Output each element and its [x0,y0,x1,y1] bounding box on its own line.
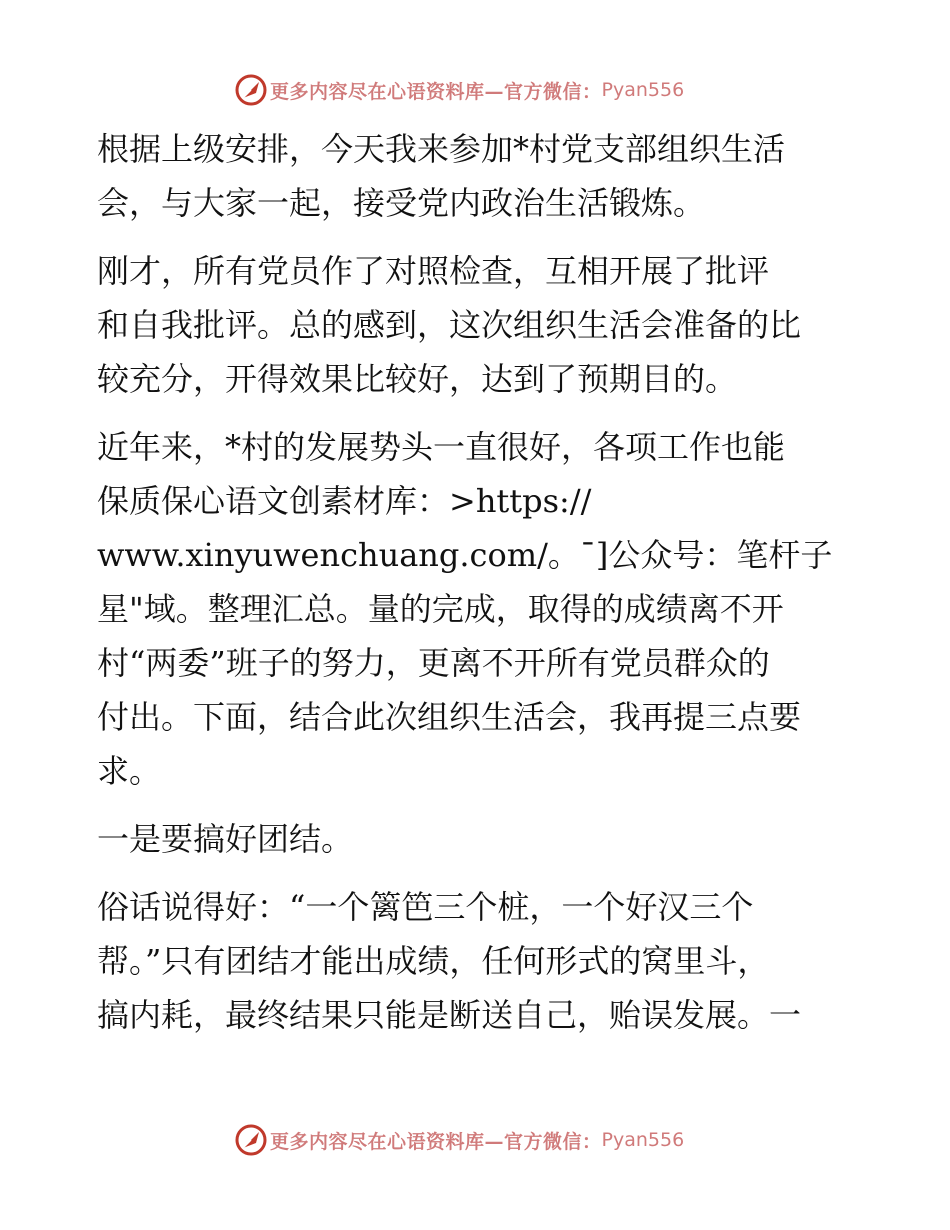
document-body [97,122,857,1042]
text-line: 刚才，所有党员作了对照检查，互相开展了批评 [97,252,770,290]
text-line: www.xinyuwenchuang.com/。¯]公众号：笔杆子 [97,536,833,574]
paragraph-4 [97,812,857,866]
quill-logo-icon [234,73,268,107]
text-line: 付出。下面，结合此次组织生活会，我再提三点要 [97,698,802,736]
header-banner-text: 更多内容尽在心语资料库—官方微信： [270,80,602,103]
paragraph-3 [97,420,857,798]
text-line: 一是要搞好团结。 [97,820,354,858]
footer-banner-contact: Pyan556 [601,1129,685,1151]
quill-logo-icon [234,1123,268,1157]
text-line: 较充分，开得效果比较好，达到了预期目的。 [97,360,738,398]
text-line: 会，与大家一起，接受党内政治生活锻炼。 [97,184,706,222]
text-line: 和自我批评。总的感到，这次组织生活会准备的比 [97,306,802,344]
text-line: 帮。”只有团结才能出成绩，任何形式的窝里斗， [97,942,770,980]
text-line: 求。 [97,752,162,790]
header-banner [234,73,684,107]
paragraph-5 [97,880,857,1042]
text-line: 搞内耗，最终结果只能是断送自己，贻误发展。一 [97,996,802,1034]
text-line: 保质保心语文创素材库：>https:// [97,482,592,520]
paragraph-1 [97,122,857,230]
footer-banner [234,1123,684,1157]
text-line: 村“两委”班子的努力，更离不开所有党员群众的 [97,644,770,682]
text-line: 根据上级安排，今天我来参加*村党支部组织生活 [97,130,786,168]
footer-banner-text: 更多内容尽在心语资料库—官方微信： [270,1130,602,1153]
text-line: 俗话说得好：“一个篱笆三个桩，一个好汉三个 [97,888,754,926]
header-banner-contact: Pyan556 [601,79,685,101]
text-line: 近年来，*村的发展势头一直很好，各项工作也能 [97,428,786,466]
paragraph-2 [97,244,857,406]
text-line: 星"域。整理汇总。量的完成，取得的成绩离不开 [97,590,784,628]
